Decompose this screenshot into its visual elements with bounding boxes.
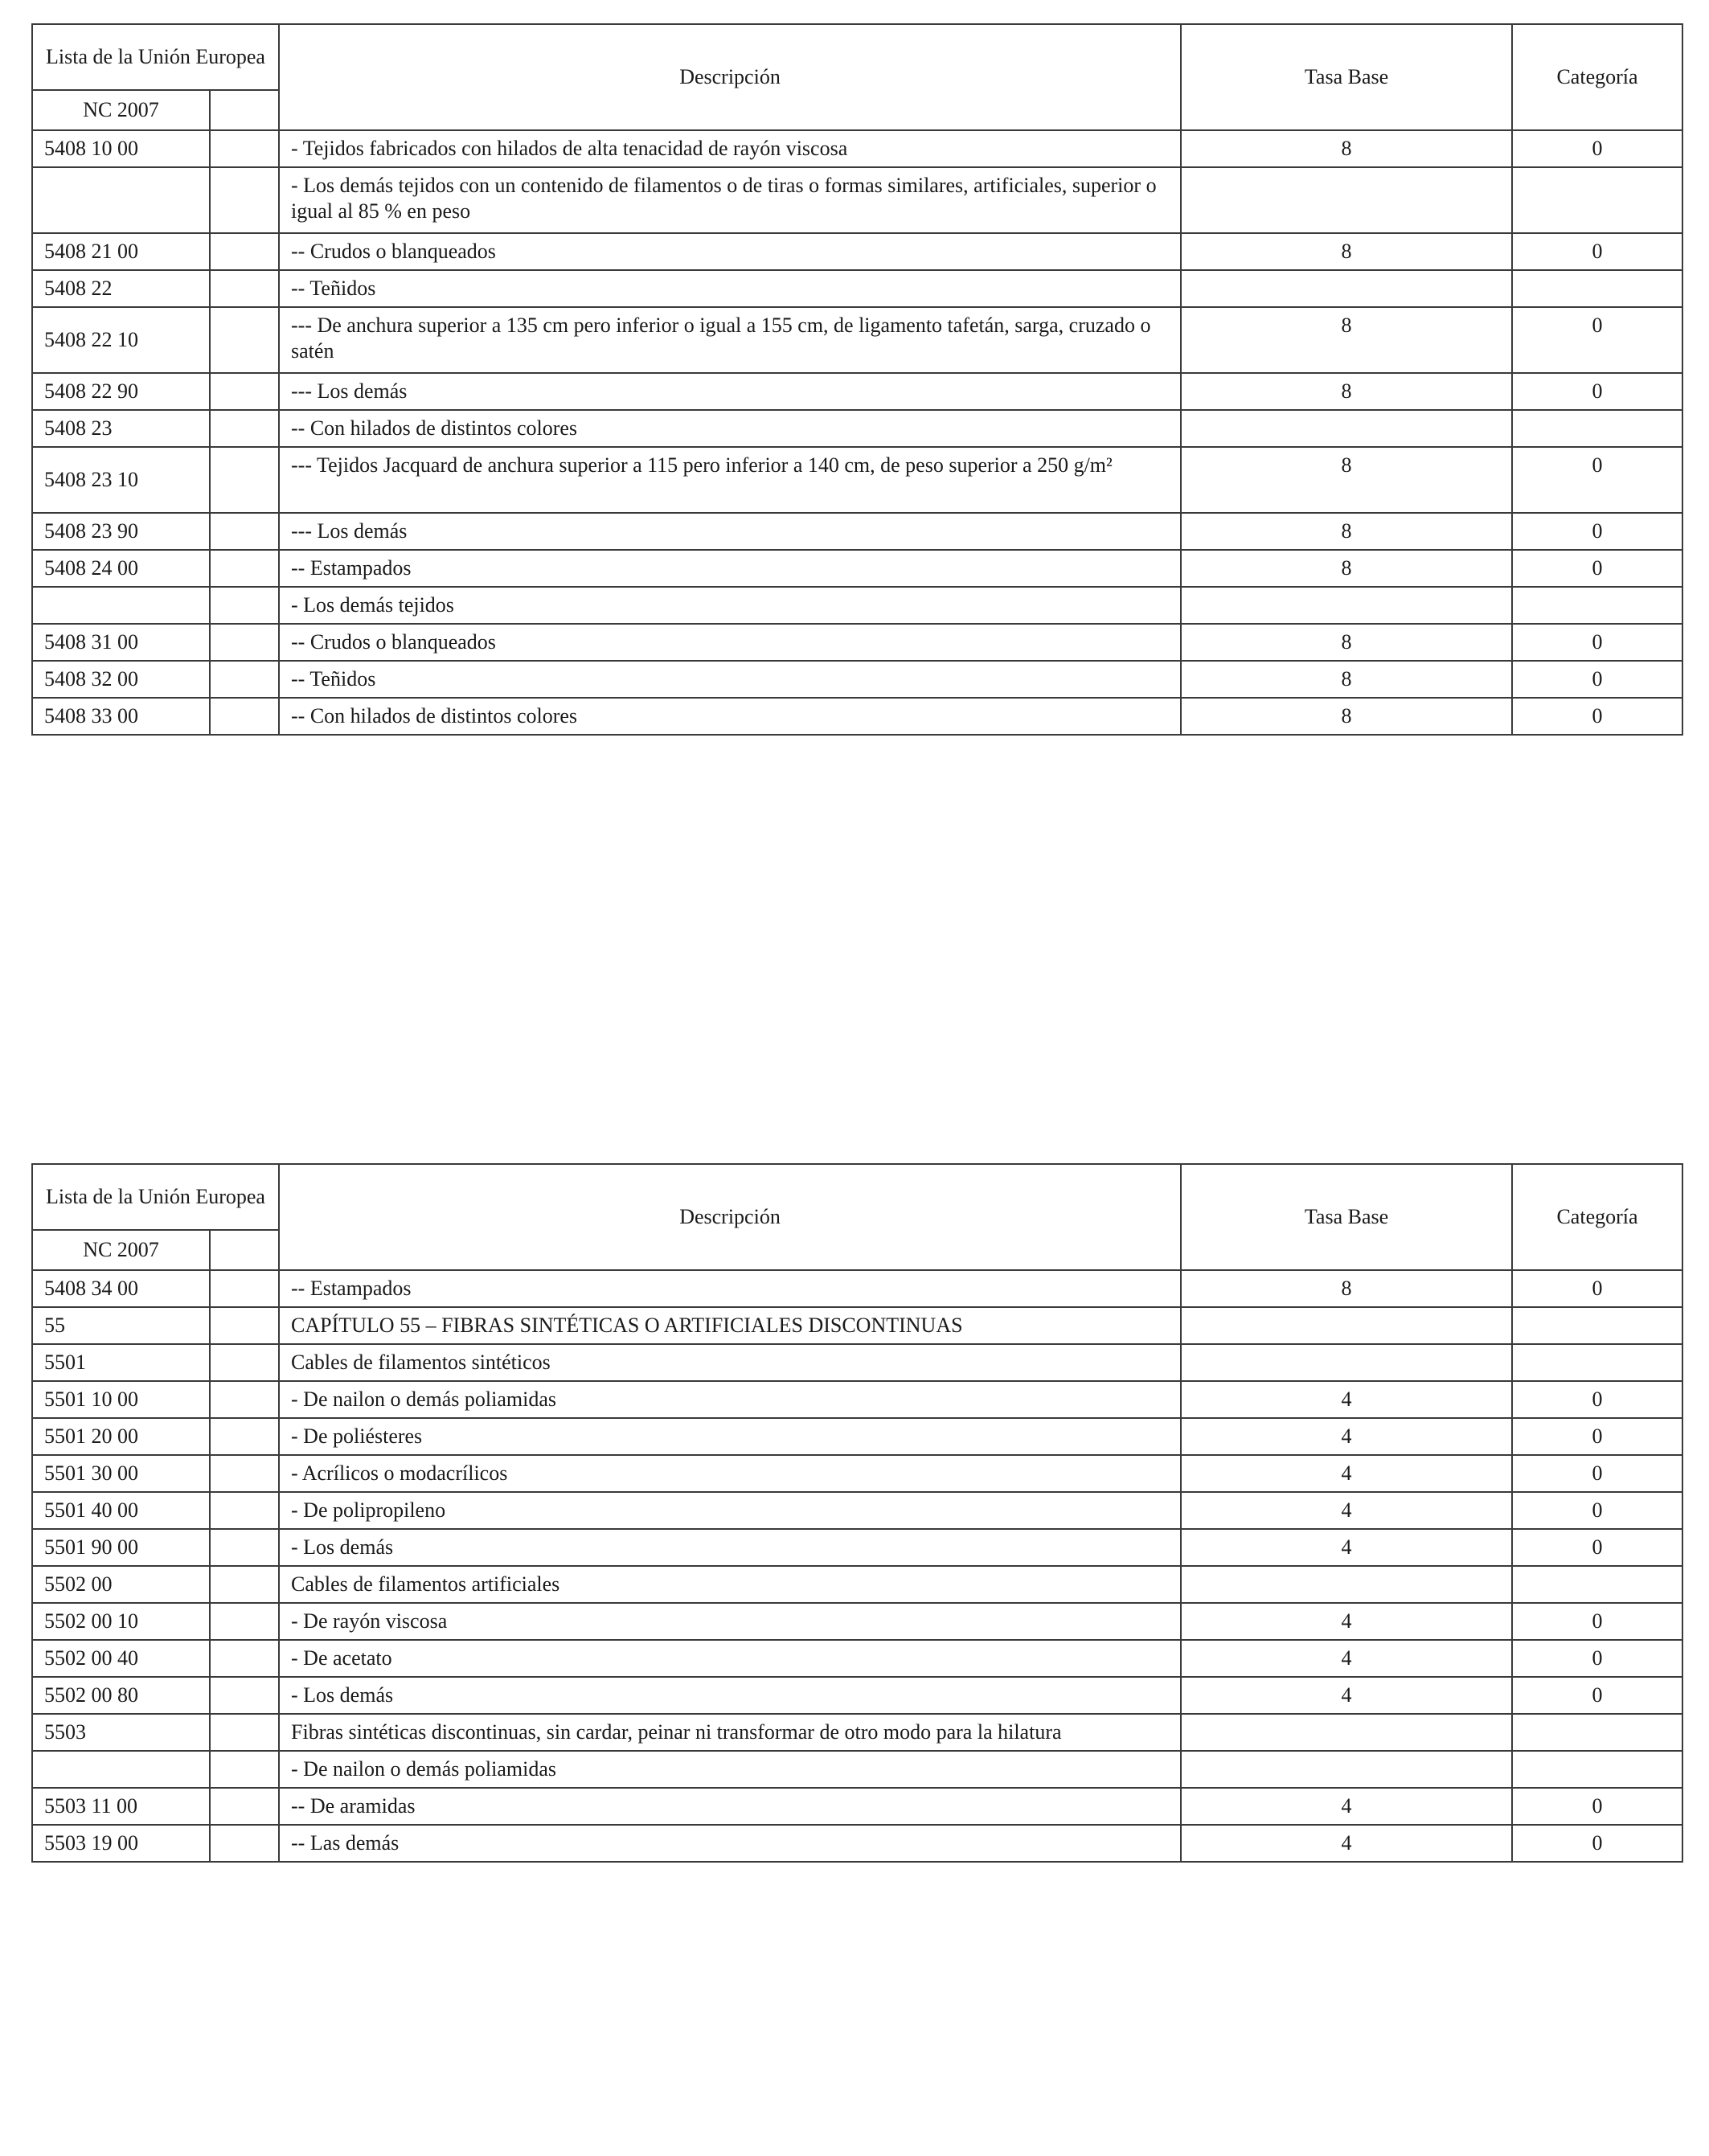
row-rate: 4 <box>1181 1603 1512 1640</box>
row-description: - De nailon o demás poliamidas <box>279 1381 1181 1418</box>
row-description: Cables de filamentos sintéticos <box>279 1344 1181 1381</box>
table-row <box>32 410 1682 447</box>
header-base-rate: Tasa Base <box>1181 24 1512 130</box>
table-row <box>32 661 1682 698</box>
row-sub <box>210 1714 279 1751</box>
row-sub <box>210 1492 279 1529</box>
row-code: 5503 19 00 <box>32 1825 210 1862</box>
table-row <box>32 1344 1682 1381</box>
row-sub <box>210 1566 279 1603</box>
row-category: 0 <box>1512 550 1682 587</box>
row-code: 5408 23 <box>32 410 210 447</box>
row-category: 0 <box>1512 1603 1682 1640</box>
row-sub <box>210 307 279 373</box>
table-row <box>32 1270 1682 1307</box>
row-description: -- Crudos o blanqueados <box>279 233 1181 270</box>
row-sub <box>210 587 279 624</box>
table-row <box>32 307 1682 373</box>
row-description: - Tejidos fabricados con hilados de alta tenacidad de rayón viscosa <box>279 130 1181 167</box>
row-description: --- Los demás <box>279 513 1181 550</box>
row-category: 0 <box>1512 1788 1682 1825</box>
row-sub <box>210 1270 279 1307</box>
row-description: - Los demás <box>279 1529 1181 1566</box>
row-sub <box>210 270 279 307</box>
row-description: Fibras sintéticas discontinuas, sin cardar, peinar ni transformar de otro modo para la hilatura <box>279 1714 1181 1751</box>
row-code: 5501 90 00 <box>32 1529 210 1566</box>
row-rate: 4 <box>1181 1529 1512 1566</box>
row-sub <box>210 1307 279 1344</box>
row-code: 5501 10 00 <box>32 1381 210 1418</box>
table-row <box>32 698 1682 735</box>
row-rate: 8 <box>1181 624 1512 661</box>
row-sub <box>210 410 279 447</box>
table-row <box>32 1677 1682 1714</box>
row-rate <box>1181 1751 1512 1788</box>
row-rate <box>1181 1344 1512 1381</box>
table-row <box>32 587 1682 624</box>
row-category <box>1512 587 1682 624</box>
row-rate: 4 <box>1181 1455 1512 1492</box>
row-rate: 8 <box>1181 1270 1512 1307</box>
header-empty-cell <box>210 90 279 130</box>
row-rate: 4 <box>1181 1677 1512 1714</box>
row-rate <box>1181 1307 1512 1344</box>
row-code: 5408 22 90 <box>32 373 210 410</box>
table-row <box>32 1381 1682 1418</box>
table-row <box>32 167 1682 233</box>
row-code: 5503 11 00 <box>32 1788 210 1825</box>
row-category: 0 <box>1512 661 1682 698</box>
row-code: 5408 24 00 <box>32 550 210 587</box>
table-row <box>32 1640 1682 1677</box>
row-code: 5408 32 00 <box>32 661 210 698</box>
row-description: - Acrílicos o modacrílicos <box>279 1455 1181 1492</box>
row-description: -- Teñidos <box>279 270 1181 307</box>
row-description: -- Teñidos <box>279 661 1181 698</box>
row-code: 5408 31 00 <box>32 624 210 661</box>
row-sub <box>210 1640 279 1677</box>
row-code: 5408 21 00 <box>32 233 210 270</box>
row-description: CAPÍTULO 55 – FIBRAS SINTÉTICAS O ARTIFICIALES DISCONTINUAS <box>279 1307 1181 1344</box>
row-description: -- Crudos o blanqueados <box>279 624 1181 661</box>
row-description: -- Con hilados de distintos colores <box>279 410 1181 447</box>
row-category: 0 <box>1512 1492 1682 1529</box>
row-category <box>1512 1566 1682 1603</box>
row-category: 0 <box>1512 373 1682 410</box>
row-category: 0 <box>1512 1677 1682 1714</box>
row-rate: 8 <box>1181 447 1512 513</box>
table-row <box>32 1751 1682 1788</box>
table-row <box>32 1418 1682 1455</box>
row-code: 5408 23 90 <box>32 513 210 550</box>
row-description: --- De anchura superior a 135 cm pero inferior o igual a 155 cm, de ligamento tafetán, sarga, cruzado o satén <box>279 307 1181 373</box>
row-description: -- Estampados <box>279 550 1181 587</box>
row-code: 5503 <box>32 1714 210 1751</box>
row-category: 0 <box>1512 1418 1682 1455</box>
row-code: 5501 20 00 <box>32 1418 210 1455</box>
row-description: --- Los demás <box>279 373 1181 410</box>
row-description: Cables de filamentos artificiales <box>279 1566 1181 1603</box>
row-sub <box>210 1603 279 1640</box>
table-row <box>32 624 1682 661</box>
row-category: 0 <box>1512 1640 1682 1677</box>
row-code: 5502 00 80 <box>32 1677 210 1714</box>
row-sub <box>210 624 279 661</box>
row-sub <box>210 167 279 233</box>
row-code: 5501 40 00 <box>32 1492 210 1529</box>
row-description: - De polipropileno <box>279 1492 1181 1529</box>
tariff-table-1 <box>31 23 1683 736</box>
row-sub <box>210 130 279 167</box>
row-rate: 8 <box>1181 513 1512 550</box>
table-row <box>32 1825 1682 1862</box>
row-rate: 8 <box>1181 307 1512 373</box>
row-category: 0 <box>1512 698 1682 735</box>
table-row <box>32 270 1682 307</box>
table-row <box>32 130 1682 167</box>
row-sub <box>210 447 279 513</box>
row-category: 0 <box>1512 1270 1682 1307</box>
row-code: 5408 22 10 <box>32 307 210 373</box>
row-category: 0 <box>1512 1381 1682 1418</box>
row-description: -- Las demás <box>279 1825 1181 1862</box>
row-sub <box>210 373 279 410</box>
table-row <box>32 233 1682 270</box>
row-description: - De nailon o demás poliamidas <box>279 1751 1181 1788</box>
table-row <box>32 1492 1682 1529</box>
row-sub <box>210 1455 279 1492</box>
row-sub <box>210 1418 279 1455</box>
table-row <box>32 447 1682 513</box>
header-description: Descripción <box>279 24 1181 130</box>
row-sub <box>210 661 279 698</box>
row-rate: 8 <box>1181 698 1512 735</box>
row-category: 0 <box>1512 513 1682 550</box>
table-row <box>32 1455 1682 1492</box>
table-row <box>32 1566 1682 1603</box>
header-list-label: Lista de la Unión Europea <box>32 24 279 90</box>
row-code <box>32 167 210 233</box>
row-category: 0 <box>1512 447 1682 513</box>
table-row <box>32 1788 1682 1825</box>
row-code: 5502 00 10 <box>32 1603 210 1640</box>
row-category <box>1512 1344 1682 1381</box>
row-rate: 4 <box>1181 1788 1512 1825</box>
row-rate: 4 <box>1181 1381 1512 1418</box>
row-sub <box>210 513 279 550</box>
row-sub <box>210 1677 279 1714</box>
row-description: -- Estampados <box>279 1270 1181 1307</box>
header-nc-label: NC 2007 <box>32 90 210 130</box>
header-category: Categoría <box>1512 1164 1682 1270</box>
table-row <box>32 373 1682 410</box>
row-description: -- De aramidas <box>279 1788 1181 1825</box>
tariff-table-2 <box>31 1163 1683 1863</box>
row-sub <box>210 1529 279 1566</box>
row-description: - Los demás <box>279 1677 1181 1714</box>
row-rate: 8 <box>1181 233 1512 270</box>
row-sub <box>210 1788 279 1825</box>
row-sub <box>210 1751 279 1788</box>
row-description: - De rayón viscosa <box>279 1603 1181 1640</box>
row-code <box>32 587 210 624</box>
table-row <box>32 1307 1682 1344</box>
row-sub <box>210 698 279 735</box>
row-description: - Los demás tejidos <box>279 587 1181 624</box>
row-category <box>1512 1714 1682 1751</box>
header-nc-label: NC 2007 <box>32 1230 210 1270</box>
row-category: 0 <box>1512 307 1682 373</box>
row-sub <box>210 233 279 270</box>
row-rate: 8 <box>1181 373 1512 410</box>
row-category: 0 <box>1512 624 1682 661</box>
row-rate <box>1181 270 1512 307</box>
row-rate: 4 <box>1181 1492 1512 1529</box>
row-description: --- Tejidos Jacquard de anchura superior a 115 pero inferior a 140 cm, de peso superior a 250 g/m² <box>279 447 1181 513</box>
row-code: 5408 10 00 <box>32 130 210 167</box>
row-rate: 4 <box>1181 1640 1512 1677</box>
header-description: Descripción <box>279 1164 1181 1270</box>
row-category: 0 <box>1512 130 1682 167</box>
header-empty-cell <box>210 1230 279 1270</box>
row-code: 5501 <box>32 1344 210 1381</box>
row-code: 55 <box>32 1307 210 1344</box>
row-category <box>1512 167 1682 233</box>
header-list-label: Lista de la Unión Europea <box>32 1164 279 1230</box>
row-code: 5408 34 00 <box>32 1270 210 1307</box>
row-category: 0 <box>1512 1529 1682 1566</box>
row-rate <box>1181 410 1512 447</box>
row-category: 0 <box>1512 1455 1682 1492</box>
row-category <box>1512 410 1682 447</box>
row-description: -- Con hilados de distintos colores <box>279 698 1181 735</box>
row-code: 5502 00 40 <box>32 1640 210 1677</box>
row-category <box>1512 270 1682 307</box>
row-rate: 8 <box>1181 550 1512 587</box>
header-base-rate: Tasa Base <box>1181 1164 1512 1270</box>
row-code: 5501 30 00 <box>32 1455 210 1492</box>
row-sub <box>210 1381 279 1418</box>
table-row <box>32 1714 1682 1751</box>
row-code: 5408 22 <box>32 270 210 307</box>
row-category <box>1512 1307 1682 1344</box>
row-rate: 4 <box>1181 1825 1512 1862</box>
row-code: 5408 23 10 <box>32 447 210 513</box>
table-row <box>32 1529 1682 1566</box>
table-row <box>32 513 1682 550</box>
row-sub <box>210 1344 279 1381</box>
row-category: 0 <box>1512 233 1682 270</box>
header-category: Categoría <box>1512 24 1682 130</box>
row-rate <box>1181 167 1512 233</box>
table-row <box>32 1603 1682 1640</box>
row-description: - Los demás tejidos con un contenido de filamentos o de tiras o formas similares, artificiales, superior o igual al 85 % en peso <box>279 167 1181 233</box>
row-description: - De acetato <box>279 1640 1181 1677</box>
row-rate <box>1181 1566 1512 1603</box>
row-rate <box>1181 1714 1512 1751</box>
row-rate: 8 <box>1181 130 1512 167</box>
row-code <box>32 1751 210 1788</box>
row-sub <box>210 550 279 587</box>
table-row <box>32 550 1682 587</box>
row-category: 0 <box>1512 1825 1682 1862</box>
row-code: 5408 33 00 <box>32 698 210 735</box>
row-sub <box>210 1825 279 1862</box>
row-category <box>1512 1751 1682 1788</box>
row-rate: 4 <box>1181 1418 1512 1455</box>
row-rate: 8 <box>1181 661 1512 698</box>
row-code: 5502 00 <box>32 1566 210 1603</box>
row-rate <box>1181 587 1512 624</box>
row-description: - De poliésteres <box>279 1418 1181 1455</box>
